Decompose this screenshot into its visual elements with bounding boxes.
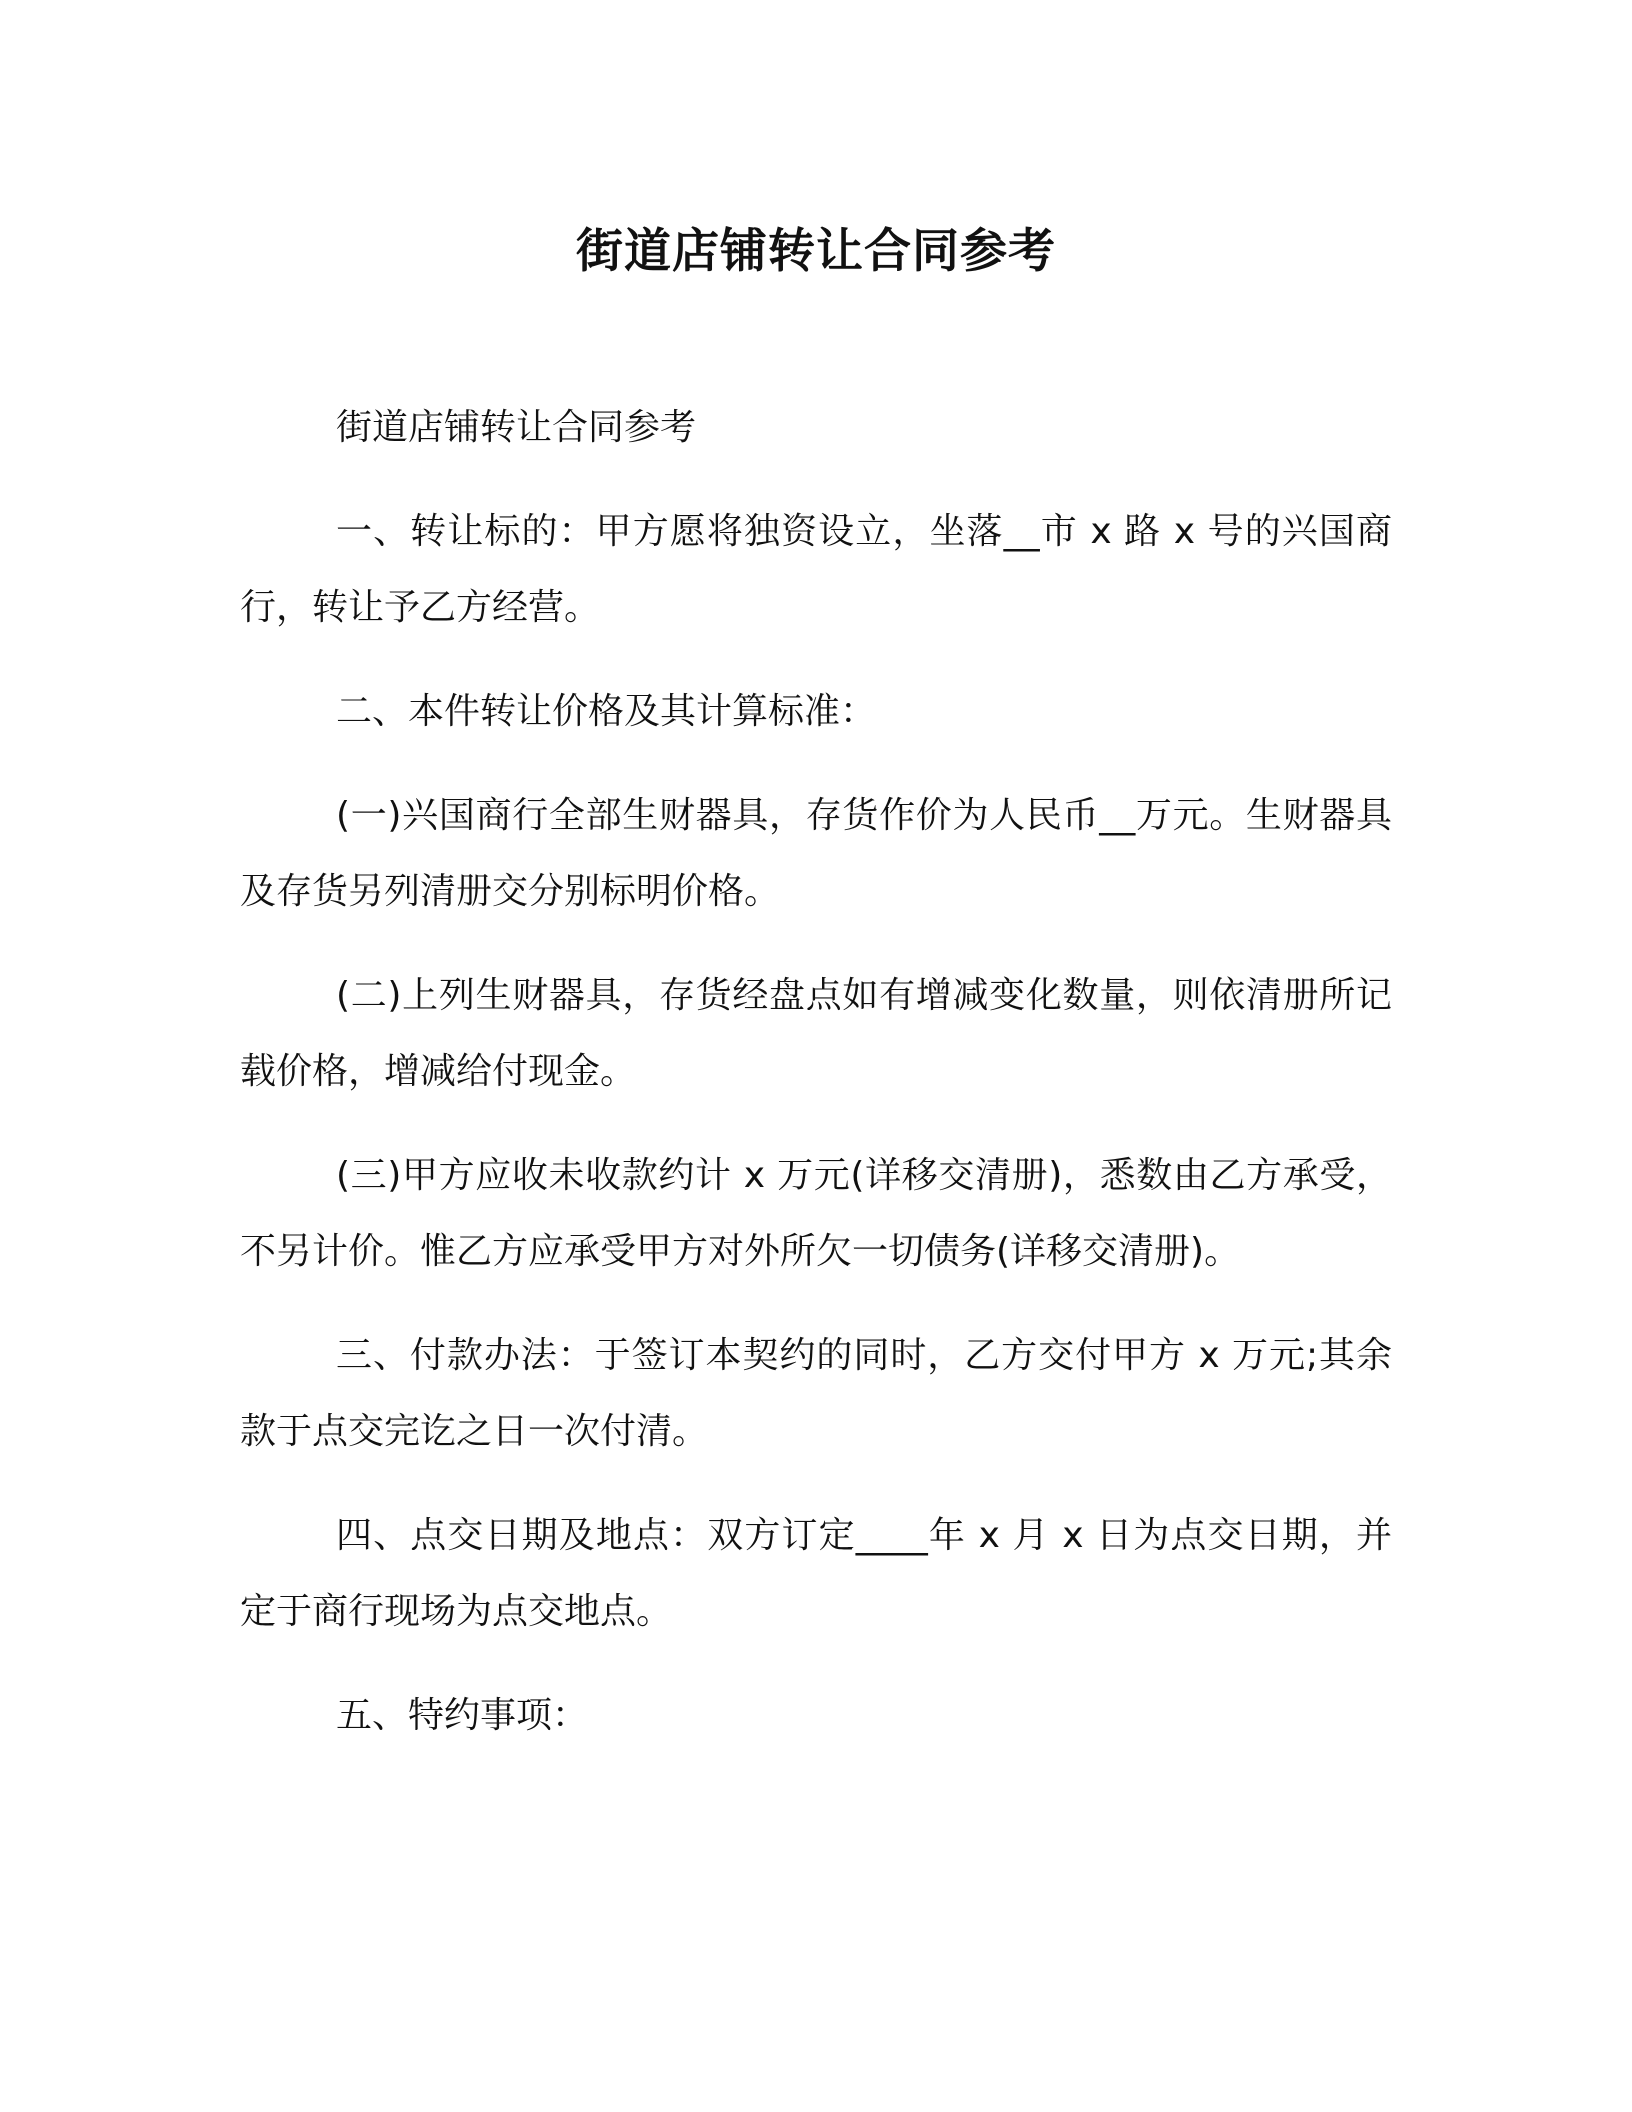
document-body xyxy=(240,390,1392,1782)
paragraph-clause-2: (二)上列生财器具，存货经盘点如有增减变化数量，则依清册所记载价格，增减给付现金。 xyxy=(240,975,1392,1092)
paragraph-clause-1: (一)兴国商行全部生财器具，存货作价为人民币__万元。生财器具及存货另列清册交分别标明价格。 xyxy=(240,795,1392,912)
paragraph-transfer-subject: 一、转让标的：甲方愿将独资设立，坐落__市 x 路 x 号的兴国商行，转让予乙方经营。 xyxy=(240,511,1392,628)
document-title: 街道店铺转让合同参考 xyxy=(576,224,1056,279)
paragraph-heading: 街道店铺转让合同参考 xyxy=(336,407,697,448)
paragraph-clause-3: (三)甲方应收未收款约计 x 万元(详移交清册)，悉数由乙方承受，不另计价。惟乙方应承受甲方对外所欠一切债务(详移交清册)。 xyxy=(240,1155,1392,1272)
paragraph-price-standard: 二、本件转让价格及其计算标准： xyxy=(336,691,877,732)
paragraph-payment: 三、付款办法：于签订本契约的同时，乙方交付甲方 x 万元;其余款于点交完讫之日一次付清。 xyxy=(240,1335,1392,1452)
paragraph-handover: 四、点交日期及地点：双方订定____年 x 月 x 日为点交日期，并定于商行现场为点交地点。 xyxy=(240,1515,1392,1632)
paragraph-special-terms: 五、特约事项： xyxy=(336,1695,589,1736)
